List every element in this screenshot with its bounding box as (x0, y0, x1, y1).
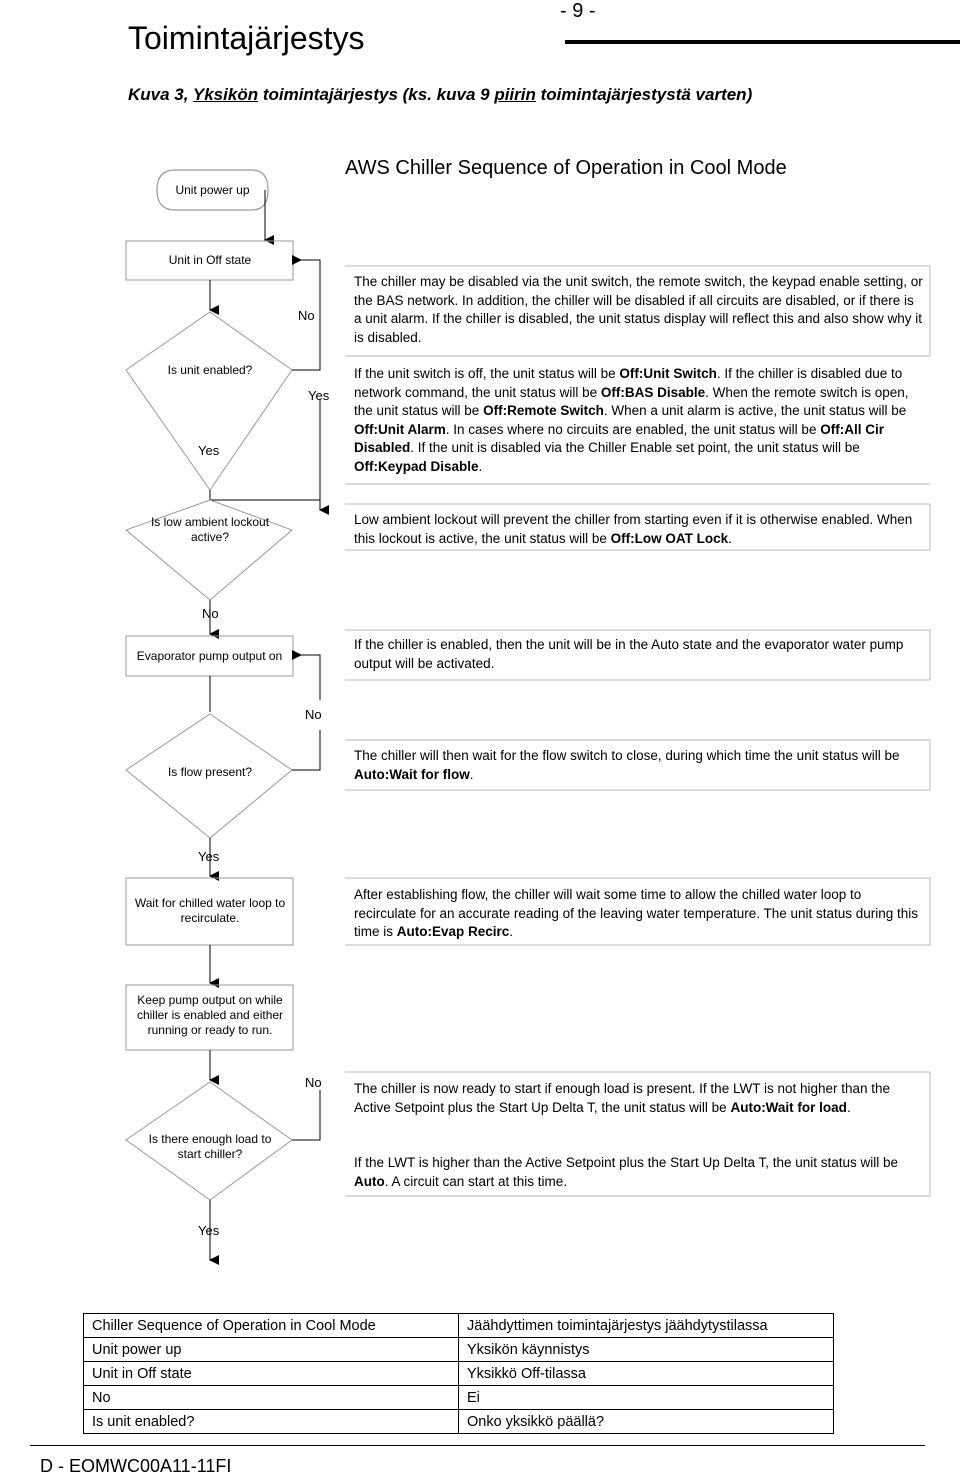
flow-label: Is flow present? (167, 765, 253, 779)
table-row (84, 1338, 834, 1362)
table-row (84, 1314, 834, 1338)
branch-yes-load: Yes (198, 1223, 220, 1238)
branch-no-load: No (305, 1075, 322, 1090)
connector (293, 655, 320, 700)
glossary-fi: Onko yksikkö päällä? (459, 1410, 834, 1434)
table-row (84, 1362, 834, 1386)
glossary-en: Is unit enabled? (84, 1410, 459, 1434)
description-load: The chiller is now ready to start if enough load is present. If the LWT is not higher than the Active Setpoint plus the Start Up Delta T, the unit status will be Auto:Wait for load. (354, 1081, 891, 1115)
description-status: If the unit switch is off, the unit status will be Off:Unit Switch. If the chiller is disabled due to network command, the unit status will be Off:BAS Disable. When the remote switch is open, the unit status will be Off:Remote Switch. When a unit alarm is active, the unit status will be Off:Unit Alarm. In cases where no circuits are enabled, the unit status will be Off:All Cir Disabled. If the unit is disabled via the Chiller Enable set point, the unit status will be Off:Keypad Disable. (354, 366, 909, 474)
glossary-table (83, 1313, 834, 1434)
description-evap-pump: If the chiller is enabled, then the unit will be in the Auto state and the evaporator water pump output will be activated. (354, 637, 904, 671)
low-ambient-label: Is low ambient lockout active? (150, 515, 270, 544)
page-title: Toimintajärjestys (128, 20, 365, 56)
off-state-label: Unit in Off state (168, 253, 252, 267)
branch-no-enabled: No (298, 308, 315, 323)
page-number: - 9 - (560, 0, 596, 22)
glossary-en: Unit power up (84, 1338, 459, 1362)
figure-caption: Kuva 3, Yksikön toimintajärjestys (ks. kuva 9 piirin toimintajärjestystä varten) (128, 85, 753, 104)
glossary-fi: Jäähdyttimen toimintajärjestys jäähdytystilassa (459, 1314, 834, 1338)
glossary-en: Chiller Sequence of Operation in Cool Mode (84, 1314, 459, 1338)
connector (292, 730, 320, 770)
glossary-en: No (84, 1386, 459, 1410)
glossary-fi: Yksikön käynnistys (459, 1338, 834, 1362)
enabled-label: Is unit enabled? (167, 363, 253, 377)
connector (210, 400, 320, 500)
flowchart-title: AWS Chiller Sequence of Operation in Cool Mode (345, 157, 787, 179)
glossary-fi: Ei (459, 1386, 834, 1410)
branch-yes-flow: Yes (198, 849, 220, 864)
recirc-label: Wait for chilled water loop to recirculate. (134, 896, 286, 925)
start-node-label: Unit power up (175, 183, 250, 197)
description-recirc: After establishing flow, the chiller will wait some time to allow the chilled water loop to recirculate for an accurate reading of the leaving water temperature. The unit status during this time is Auto:Evap Recirc. (354, 887, 919, 939)
load-label: Is there enough load to start chiller? (148, 1132, 272, 1161)
connector (292, 1090, 320, 1140)
evap-pump-label: Evaporator pump output on (136, 649, 283, 663)
table-row (84, 1410, 834, 1434)
document-code: D - EOMWC00A11-11FI (40, 1456, 232, 1476)
footer-rule (30, 1445, 925, 1446)
branch-yes-right: Yes (308, 388, 330, 403)
description-flow: The chiller will then wait for the flow switch to close, during which time the unit status will be Auto:Wait for flow. (354, 748, 900, 782)
branch-yes-enabled: Yes (198, 443, 220, 458)
branch-no-low-ambient: No (202, 606, 219, 621)
glossary-fi: Yksikkö Off-tilassa (459, 1362, 834, 1386)
description-low-ambient: Low ambient lockout will prevent the chiller from starting even if it is otherwise enabled. When this lockout is active, the unit status will be Off:Low OAT Lock. (354, 512, 913, 546)
enabled-diamond (126, 312, 292, 490)
table-row (84, 1386, 834, 1410)
keep-pump-label: Keep pump output on while chiller is enabled and either running or ready to run. (136, 993, 284, 1037)
glossary-en: Unit in Off state (84, 1362, 459, 1386)
description-enabled: The chiller may be disabled via the unit switch, the remote switch, the keypad enable setting, or the BAS network. In addition, the chiller will be disabled if all circuits are disabled, or if there is a unit alarm. If the chiller is disabled, the unit status display will reflect this and also show why it is disabled. (354, 274, 923, 345)
branch-no-flow: No (305, 707, 322, 722)
description-start: If the LWT is higher than the Active Setpoint plus the Start Up Delta T, the unit status will be Auto. A circuit can start at this time. (354, 1155, 899, 1189)
